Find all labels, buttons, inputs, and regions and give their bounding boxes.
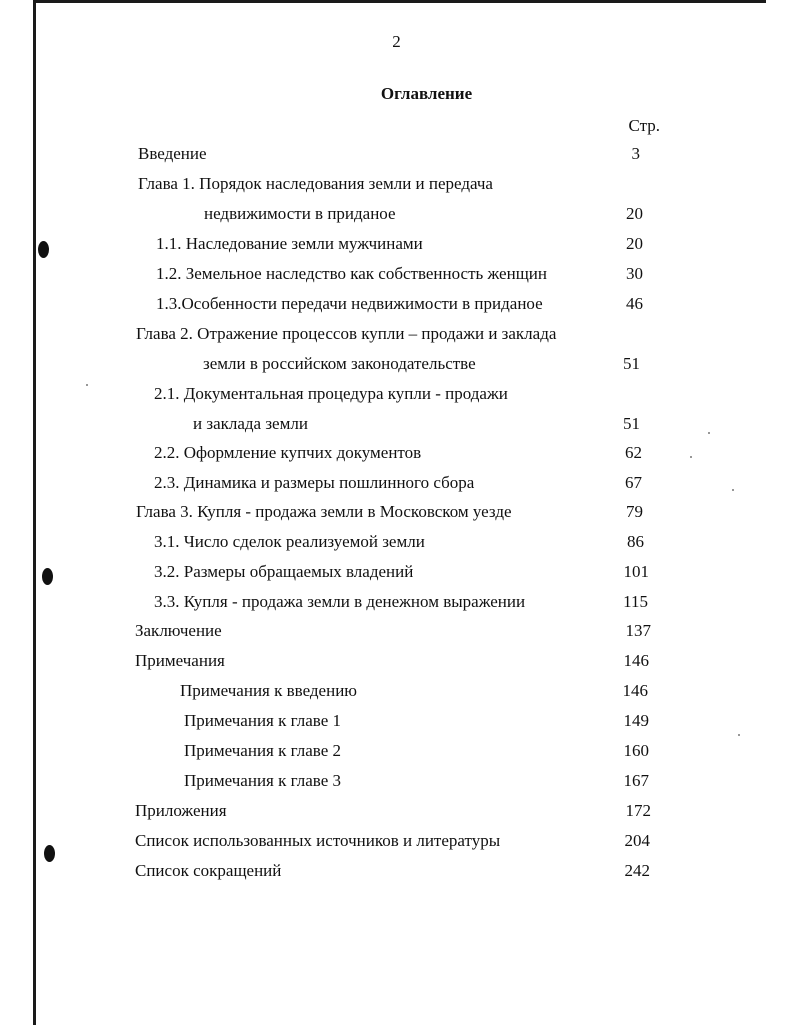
toc-entry-text: 2.2. Оформление купчих документов [154,443,422,462]
toc-entry-text: Примечания к главе 1 [184,711,341,730]
toc-entry-page: 3 [631,144,640,163]
toc-entry-page: 46 [626,294,643,313]
toc-entry-page: 101 [623,562,649,581]
toc-entry-text: 3.1. Число сделок реализуемой земли [154,532,425,551]
toc-entry-text: 3.2. Размеры обращаемых владений [154,562,414,581]
toc-entry-text: Заключение [135,621,222,640]
toc-entry-text: земли в российском законодательстве [203,354,476,373]
toc-entry-text: Список сокращений [135,861,282,880]
toc-entry-page: 30 [626,264,643,283]
toc-entry-page: 67 [625,473,642,492]
toc-entry-text: Глава 1. Порядок наследования земли и передача [138,174,493,193]
toc-entry-page: 115 [623,592,648,611]
toc-entry-page: 62 [625,443,642,462]
toc-entry-page: 79 [626,502,643,521]
toc-entry-text: и заклада земли [193,414,308,433]
scan-border-left [33,0,36,1025]
toc-entry-text: 3.3. Купля - продажа земли в денежном выражении [154,592,526,611]
toc-entry-page: 172 [625,801,651,820]
toc-entry-page: 146 [622,681,648,700]
toc-entry-text: Список использованных источников и литературы [135,831,501,850]
scan-speck [732,489,734,491]
toc-entry-page: 160 [623,741,649,760]
toc-entry-text: Приложения [135,801,227,820]
toc-entry-text: 1.2. Земельное наследство как собственность женщин [156,264,547,283]
toc-entry-page: 51 [623,354,640,373]
scan-speck [86,384,88,386]
toc-entry-text: 1.3.Особенности передачи недвижимости в приданое [156,294,543,313]
toc-entry-text: 1.1. Наследование земли мужчинами [156,234,423,253]
scan-speck [738,734,740,736]
toc-entry-text: 2.3. Динамика и размеры пошлинного сбора [154,473,475,492]
toc-entry-page: 20 [626,234,643,253]
toc-entry-page: 167 [623,771,649,790]
punch-hole-mark [42,568,53,585]
toc-entry-text: 2.1. Документальная процедура купли - продажи [154,384,508,403]
toc-entry-page: 149 [623,711,649,730]
toc-entry-text: Примечания к введению [180,681,357,700]
toc-entry-text: Примечания к главе 3 [184,771,341,790]
toc-entry-page: 146 [623,651,649,670]
toc-entry-page: 86 [627,532,644,551]
scan-speck [690,456,692,458]
scan-speck [708,432,710,434]
toc-entry-text: Глава 3. Купля - продажа земли в Московском уезде [136,502,512,521]
toc-entry-page: 204 [624,831,650,850]
punch-hole-mark [38,241,49,258]
page-title: Оглавление [380,84,473,103]
toc-entry-page: 20 [626,204,643,223]
page-number: 2 [392,32,401,51]
toc-entry-text: недвижимости в приданое [204,204,396,223]
scan-border-top [33,0,766,3]
page-column-header: Стр. [628,116,660,135]
toc-entry-text: Примечания [135,651,225,670]
toc-entry-page: 242 [624,861,650,880]
toc-entry-page: 51 [623,414,640,433]
toc-entry-text: Введение [138,144,207,163]
toc-entry-text: Примечания к главе 2 [184,741,341,760]
toc-entry-text: Глава 2. Отражение процессов купли – продажи и заклада [136,324,557,343]
toc-entry-page: 137 [625,621,651,640]
punch-hole-mark [44,845,55,862]
